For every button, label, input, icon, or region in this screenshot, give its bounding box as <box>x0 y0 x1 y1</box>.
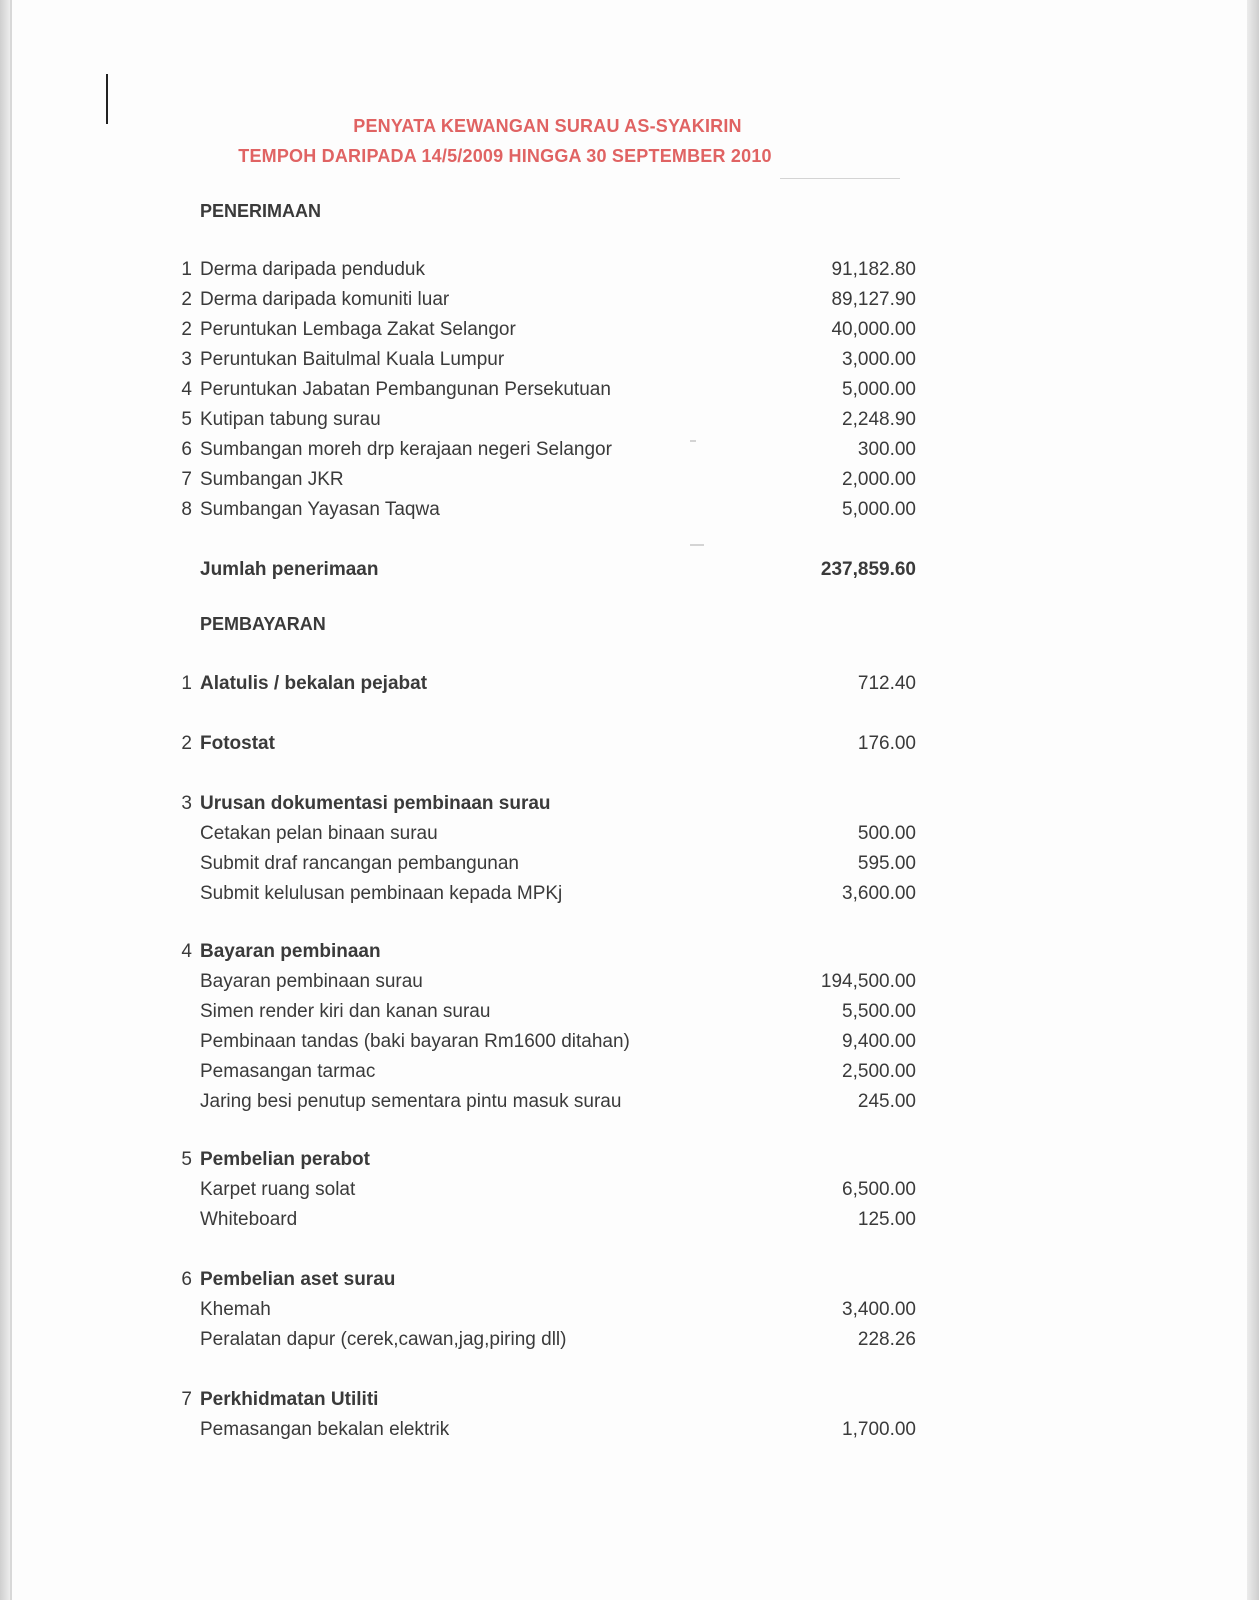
row-label: Pembinaan tandas (baki bayaran Rm1600 ditahan) <box>200 1031 630 1052</box>
row-label: Kutipan tabung surau <box>200 409 381 430</box>
receipt-row <box>170 256 916 284</box>
section-heading-pembayaran: PEMBAYARAN <box>200 614 326 634</box>
row-label: Cetakan pelan binaan surau <box>200 823 438 844</box>
row-label: Peruntukan Jabatan Pembangunan Persekutuan <box>200 379 611 400</box>
payment-group-row <box>170 670 916 698</box>
receipt-row <box>170 346 916 374</box>
row-amount: 176.00 <box>857 733 916 754</box>
section-heading-penerimaan: PENERIMAAN <box>200 201 322 221</box>
payment-item-row <box>170 1326 916 1354</box>
receipt-row <box>170 316 916 344</box>
row-label: Bayaran pembinaan surau <box>200 971 423 992</box>
row-amount: 245.00 <box>857 1091 916 1112</box>
payment-item-row <box>170 820 916 848</box>
row-label: Karpet ruang solat <box>200 1179 356 1200</box>
row-amount: 9,400.00 <box>842 1031 916 1052</box>
row-label: Submit kelulusan pembinaan kepada MPKj <box>200 883 563 904</box>
receipt-row <box>170 376 916 404</box>
row-number: 2 <box>181 319 192 340</box>
row-number: 4 <box>181 379 192 400</box>
row-label: Perkhidmatan Utiliti <box>200 1389 379 1410</box>
row-number: 2 <box>181 733 192 754</box>
payment-group-row <box>170 790 916 818</box>
row-label: Pembelian aset surau <box>200 1269 396 1290</box>
scan-edge-right <box>1247 0 1259 1600</box>
row-label: Peruntukan Lembaga Zakat Selangor <box>200 319 516 340</box>
row-label: Sumbangan Yayasan Taqwa <box>200 499 440 520</box>
row-amount: 2,248.90 <box>842 409 916 430</box>
row-amount: 2,000.00 <box>842 469 916 490</box>
row-number: 6 <box>181 439 192 460</box>
payment-item-row <box>170 968 916 996</box>
payment-item-row <box>170 998 916 1026</box>
row-number: 6 <box>181 1269 192 1290</box>
row-amount: 300.00 <box>857 439 916 460</box>
receipt-row <box>170 466 916 494</box>
row-amount: 712.40 <box>857 673 916 694</box>
row-number: 8 <box>181 499 192 520</box>
row-amount: 194,500.00 <box>820 971 916 992</box>
row-amount: 91,182.80 <box>831 259 916 280</box>
row-number: 3 <box>181 793 192 814</box>
payment-item-row <box>170 1296 916 1324</box>
row-number: 5 <box>181 1149 192 1170</box>
receipt-row <box>170 286 916 314</box>
row-amount: 40,000.00 <box>831 319 916 340</box>
row-label: Fotostat <box>200 733 275 754</box>
payment-item-row <box>170 1088 916 1116</box>
row-amount: 5,000.00 <box>842 499 916 520</box>
payment-item-row <box>170 880 916 908</box>
row-amount: 5,000.00 <box>842 379 916 400</box>
row-number: 1 <box>181 673 192 694</box>
row-label: Sumbangan moreh drp kerajaan negeri Selangor <box>200 439 612 460</box>
payment-item-row <box>170 1206 916 1234</box>
scan-speck <box>780 178 900 179</box>
payment-group-row <box>170 938 916 966</box>
receipt-row <box>170 436 916 464</box>
row-label: Pemasangan tarmac <box>200 1061 376 1082</box>
row-label: Simen render kiri dan kanan surau <box>200 1001 491 1022</box>
row-label: Submit draf rancangan pembangunan <box>200 853 520 874</box>
row-number: 5 <box>181 409 192 430</box>
row-amount: 228.26 <box>857 1329 916 1350</box>
row-label: Derma daripada komuniti luar <box>200 289 450 310</box>
receipt-row <box>170 496 916 524</box>
row-amount: 89,127.90 <box>831 289 916 310</box>
row-label: Whiteboard <box>200 1209 298 1230</box>
payment-item-row <box>170 850 916 878</box>
row-label: Jaring besi penutup sementara pintu masuk surau <box>200 1091 622 1112</box>
scan-speck <box>690 440 696 442</box>
row-label: Alatulis / bekalan pejabat <box>200 673 428 694</box>
payment-item-row <box>170 1028 916 1056</box>
row-number: 7 <box>181 1389 192 1410</box>
row-amount: 3,600.00 <box>842 883 916 904</box>
row-amount: 500.00 <box>857 823 916 844</box>
document-title: PENYATA KEWANGAN SURAU AS-SYAKIRIN <box>353 116 742 136</box>
row-amount: 595.00 <box>857 853 916 874</box>
receipt-row <box>170 406 916 434</box>
row-amount: 3,400.00 <box>842 1299 916 1320</box>
row-label: Pemasangan bekalan elektrik <box>200 1419 450 1440</box>
row-amount: 5,500.00 <box>842 1001 916 1022</box>
payment-group-row <box>170 1386 916 1414</box>
row-label: Urusan dokumentasi pembinaan surau <box>200 793 551 814</box>
row-label: Bayaran pembinaan <box>200 941 381 962</box>
row-label: Khemah <box>200 1299 271 1320</box>
total-amount: 237,859.60 <box>820 559 916 580</box>
row-label: Peralatan dapur (cerek,cawan,jag,piring dll) <box>200 1329 567 1350</box>
scan-speck <box>690 544 704 546</box>
row-amount: 1,700.00 <box>842 1419 916 1440</box>
row-label: Peruntukan Baitulmal Kuala Lumpur <box>200 349 505 370</box>
row-label: Sumbangan JKR <box>200 469 344 490</box>
document-period: TEMPOH DARIPADA 14/5/2009 HINGGA 30 SEPTEMBER 2010 <box>238 146 772 166</box>
row-label: Derma daripada penduduk <box>200 259 425 280</box>
receipt-total-row <box>170 556 916 584</box>
payment-group-row <box>170 1146 916 1174</box>
row-number: 3 <box>181 349 192 370</box>
row-amount: 3,000.00 <box>842 349 916 370</box>
row-number: 1 <box>181 259 192 280</box>
payment-group-row <box>170 730 916 758</box>
row-number: 4 <box>181 941 192 962</box>
row-amount: 125.00 <box>857 1209 916 1230</box>
row-number: 2 <box>181 289 192 310</box>
row-number: 7 <box>181 469 192 490</box>
payment-item-row <box>170 1058 916 1086</box>
row-amount: 6,500.00 <box>842 1179 916 1200</box>
total-label: Jumlah penerimaan <box>200 559 379 580</box>
row-label: Pembelian perabot <box>200 1149 370 1170</box>
payment-item-row <box>170 1416 916 1444</box>
payment-group-row <box>170 1266 916 1294</box>
row-amount: 2,500.00 <box>842 1061 916 1082</box>
payment-item-row <box>170 1176 916 1204</box>
